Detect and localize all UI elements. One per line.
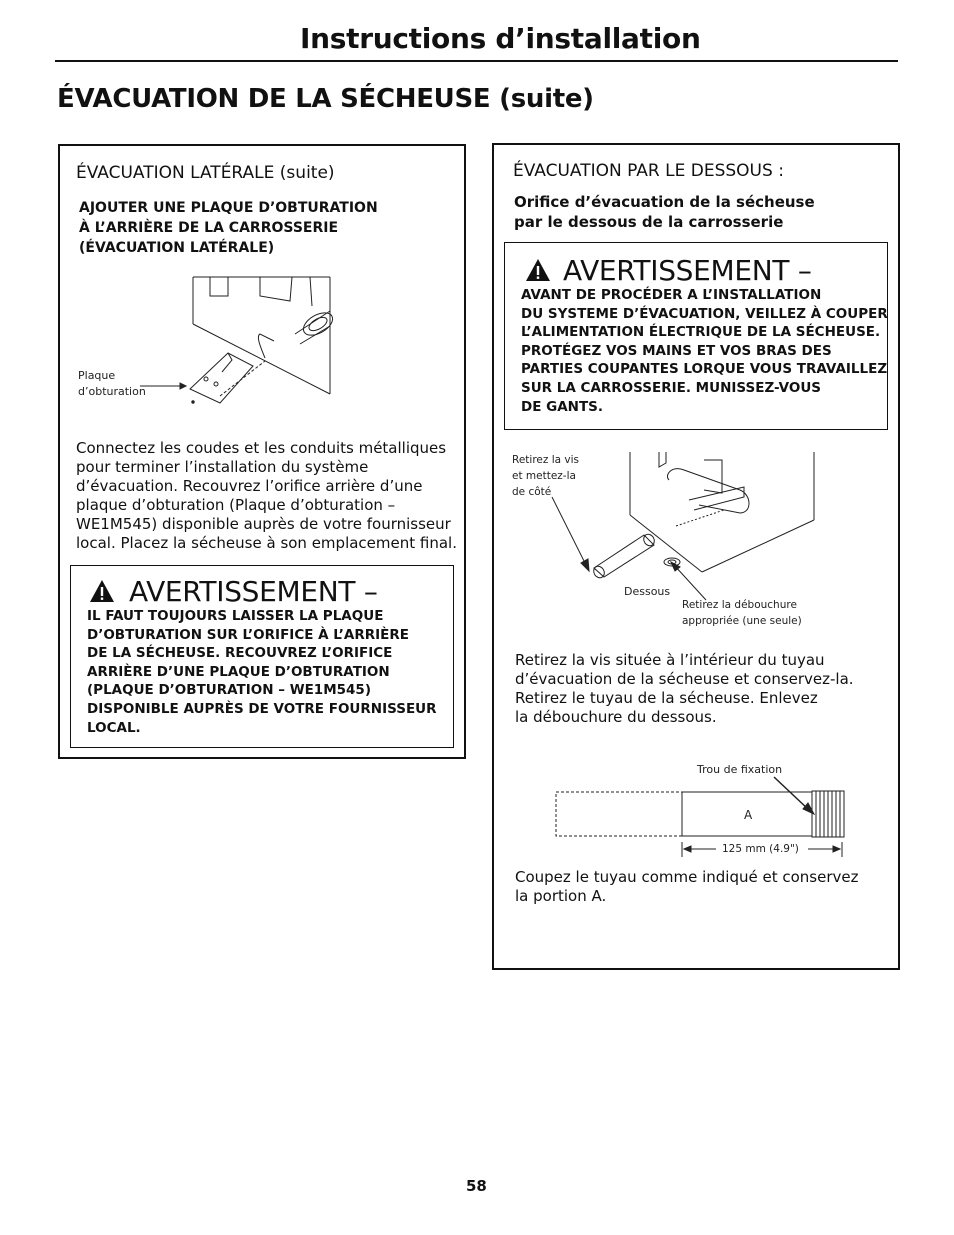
left-body-line-3: d’évacuation. Recouvrez l’orifice arrière d’une [76,477,423,495]
right-body1-line-1: Retirez la vis située à l’intérieur du tuyau [515,651,825,669]
screw-label-line-1: Retirez la vis [512,454,580,466]
left-body-line-2: pour terminer l’installation du système [76,458,369,476]
right-panel [492,143,900,970]
right-body1-line-4: la débouchure du dessous. [515,708,717,726]
right-warning-line-2: DU SYSTEME D’ÉVACUATION, VEILLEZ À COUPER [521,305,888,322]
right-warning-line-4: PROTÉGEZ VOS MAINS ET VOS BRAS DES [521,342,832,359]
right-body1-line-3: Retirez le tuyau de la sécheuse. Enlevez [515,689,818,707]
page-title: Instructions d’installation [300,22,701,55]
left-warning-line-3: DE LA SÉCHEUSE. RECOUVREZ L’ORIFICE [87,645,393,662]
plug-label-line-1: Plaque [78,369,116,382]
screw-label-line-2: et mettez-la [512,470,576,482]
dimension-label: 125 mm (4.9") [722,843,799,855]
left-body-line-1: Connectez les coudes et les conduits métalliques [76,439,447,457]
plug-label-line-2: d’obturation [78,385,146,398]
right-bold-line-1: Orifice d’évacuation de la sécheuse [514,193,815,211]
knockout-label-line-2: appropriée (une seule) [682,615,802,627]
left-warning-line-6: DISPONIBLE AUPRÈS DE VOTRE FOURNISSEUR [87,701,437,717]
left-warning-line-2: D’OBTURATION SUR L’ORIFICE À L’ARRIÈRE [87,626,410,643]
left-body-line-4: plaque d’obturation (Plaque d’obturation – [76,496,396,514]
left-warning-box [70,565,454,748]
left-warning-title: AVERTISSEMENT – [129,575,378,608]
title-rule [55,60,898,62]
right-body2-line-2: la portion A. [515,887,607,905]
right-warning-title: AVERTISSEMENT – [563,254,812,287]
portion-a-label: A [744,808,753,822]
left-caps-line-3: (ÉVACUATION LATÉRALE) [79,240,275,256]
right-bold-line-2: par le dessous de la carrosserie [514,213,784,231]
right-warning-line-3: L’ALIMENTATION ÉLECTRIQUE DE LA SÉCHEUSE. [521,324,881,341]
right-warning-line-6: SUR LA CARROSSERIE. MUNISSEZ-VOUS [521,380,822,396]
mounting-hole-label: Trou de fixation [697,763,783,776]
right-warning-line-1: AVANT DE PROCÉDER A L’INSTALLATION [521,287,822,303]
pipe-cut-illustration [494,145,898,885]
section-title: ÉVACUATION DE LA SÉCHEUSE (suite) [57,84,594,114]
left-panel [58,144,466,759]
right-body2-line-1: Coupez le tuyau comme indiqué et conservez [515,868,859,886]
right-body1-line-2: d’évacuation de la sécheuse et conservez-la. [515,670,854,688]
right-heading: ÉVACUATION PAR LE DESSOUS : [513,161,784,181]
left-warning-line-7: LOCAL. [87,719,141,736]
left-caps-line-1: AJOUTER UNE PLAQUE D’OBTURATION [79,200,378,216]
knockout-label-line-1: Retirez la débouchure [682,599,797,611]
left-caps-line-2: À L’ARRIÈRE DE LA CARROSSERIE [79,220,339,236]
left-warning-line-4: ARRIÈRE D’UNE PLAQUE D’OBTURATION [87,663,390,680]
page-number: 58 [466,1177,487,1195]
screw-label-line-3: de côté [512,486,552,498]
left-body-line-5: WE1M545) disponible auprès de votre fournisseur [76,515,451,533]
left-body-line-6: local. Placez la sécheuse à son emplacement final. [76,534,457,552]
right-warning-line-5: PARTIES COUPANTES LORQUE VOUS TRAVAILLEZ [521,361,888,378]
left-warning-line-1: IL FAUT TOUJOURS LAISSER LA PLAQUE [87,608,384,624]
left-warning-line-5: (PLAQUE D’OBTURATION – WE1M545) [87,682,371,699]
bottom-label: Dessous [624,585,671,598]
plug-plate-illustration [60,146,464,446]
left-heading: ÉVACUATION LATÉRALE (suite) [76,163,335,183]
right-warning-line-7: DE GANTS. [521,398,604,415]
warning-triangle-icon [89,579,115,603]
